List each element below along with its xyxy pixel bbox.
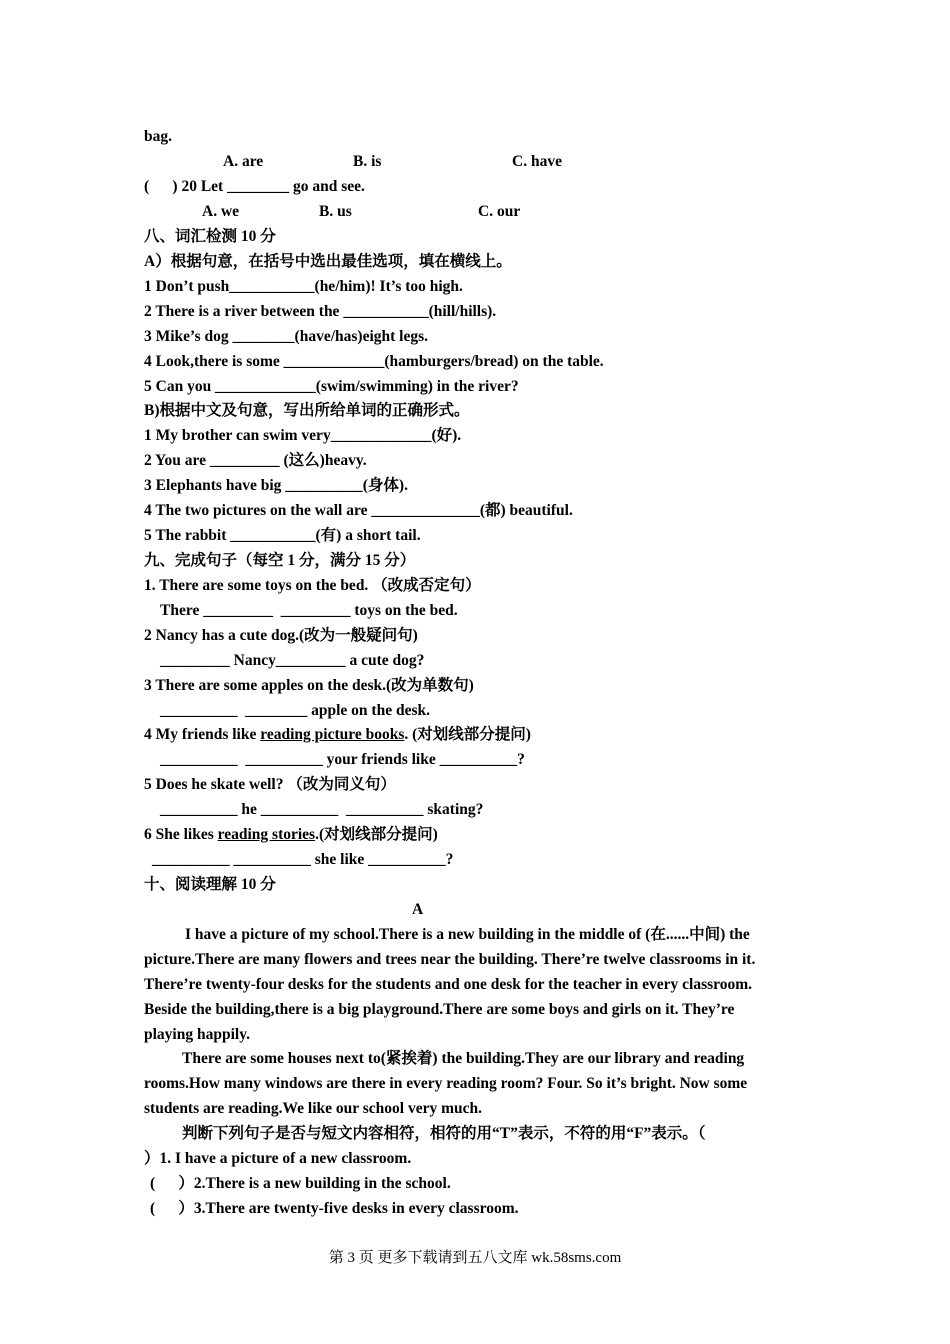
section-8a-item: 4 Look,there is some _____________(hamburgers/bread) on the table. [144, 353, 604, 370]
section-8b-item: 5 The rabbit ___________(有) a short tail. [144, 527, 421, 544]
sec9-q1: 1. There are some toys on the bed. （改成否定句） [144, 577, 481, 594]
section-8b-item: 1 My brother can swim very_____________(好). [144, 427, 462, 444]
sec9-q4-suffix: . (对划线部分提问) [404, 726, 531, 743]
passage-line: There are some houses next to(紧挨着) the building.They are our library and reading [182, 1050, 745, 1067]
sec9-q6-suffix: .(对划线部分提问) [315, 826, 438, 843]
section-8b-item: 3 Elephants have big __________(身体). [144, 477, 408, 494]
section-9-title: 九、完成句子（每空 1 分，满分 15 分） [144, 552, 416, 569]
sec9-q6-answer: __________ __________ she like __________? [152, 851, 454, 868]
q20-option-c: C. our [478, 203, 521, 220]
sec9-q2-answer: _________ Nancy_________ a cute dog? [160, 652, 425, 669]
passage-line: picture.There are many flowers and trees near the building. There’re twelve classrooms in it. [144, 951, 756, 968]
passage-label: A [412, 901, 424, 918]
passage-line: I have a picture of my school.There is a new building in the middle of (在......中间) the [185, 926, 750, 943]
section-8-title: 八、词汇检测 10 分 [144, 228, 276, 245]
sec9-q4-prefix: 4 My friends like [144, 726, 261, 743]
section-8a-item: 3 Mike’s dog ________(have/has)eight legs. [144, 328, 429, 345]
q19-tail: bag. [144, 128, 172, 145]
passage-line: rooms.How many windows are there in every reading room? Four. So it’s bright. Now some [144, 1075, 748, 1092]
q20-option-b: B. us [319, 203, 352, 220]
section-8b-item: 2 You are _________ (这么)heavy. [144, 452, 367, 469]
section-8a-item: 2 There is a river between the ___________(hill/hills). [144, 303, 497, 320]
q20-question: ( ) 20 Let ________ go and see. [144, 178, 365, 195]
page-footer: 第 3 页 更多下载请到五八文库 wk.58sms.com [328, 1250, 622, 1266]
tf-item: ( ）2.There is a new building in the school. [150, 1175, 451, 1192]
tf-instruction: 判断下列句子是否与短文内容相符，相符的用“T”表示，不符的用“F”表示。（ [182, 1125, 706, 1142]
sec9-q4-underlined: reading picture books [260, 726, 405, 743]
sec9-q5-answer: __________ he __________ __________ skating? [160, 801, 484, 818]
section-8a-title: A）根据句意，在括号中选出最佳选项，填在横线上。 [144, 253, 512, 270]
passage-line: Beside the building,there is a big playground.There are some boys and girls on it. They’re [144, 1001, 735, 1018]
sec9-q6-prefix: 6 She likes [144, 826, 218, 843]
sec9-q5: 5 Does he skate well? （改为同义句） [144, 776, 396, 793]
passage-line: There’re twenty-four desks for the students and one desk for the teacher in every classroom. [144, 976, 753, 993]
sec9-q3-answer: __________ ________ apple on the desk. [160, 702, 430, 719]
section-8a-item: 5 Can you _____________(swim/swimming) in the river? [144, 378, 519, 395]
sec9-q3: 3 There are some apples on the desk.(改为单数句) [144, 677, 474, 694]
sec9-q2: 2 Nancy has a cute dog.(改为一般疑问句) [144, 627, 418, 644]
sec9-q4 [144, 725, 531, 745]
section-10-title: 十、阅读理解 10 分 [144, 876, 276, 893]
tf-item: ）1. I have a picture of a new classroom. [144, 1150, 412, 1167]
sec9-q6 [144, 825, 438, 845]
section-8b-title: B)根据中文及句意，写出所给单词的正确形式。 [144, 402, 470, 419]
sec9-q6-underlined: reading stories [217, 826, 316, 843]
passage-line: playing happily. [144, 1026, 250, 1043]
section-8a-item: 1 Don’t push___________(he/him)! It’s too high. [144, 278, 463, 295]
section-8b-item: 4 The two pictures on the wall are ______________(都) beautiful. [144, 502, 573, 519]
q19-option-c: C. have [512, 153, 562, 170]
sec9-q4-answer: __________ __________ your friends like __________? [160, 751, 525, 768]
tf-item: ( ）3.There are twenty-five desks in every classroom. [150, 1200, 519, 1217]
q19-option-a: A. are [223, 153, 264, 170]
q20-option-a: A. we [202, 203, 240, 220]
q19-option-b: B. is [353, 153, 382, 170]
passage-line: students are reading.We like our school very much. [144, 1100, 482, 1117]
sec9-q1-answer: There _________ _________ toys on the bed. [160, 602, 458, 619]
